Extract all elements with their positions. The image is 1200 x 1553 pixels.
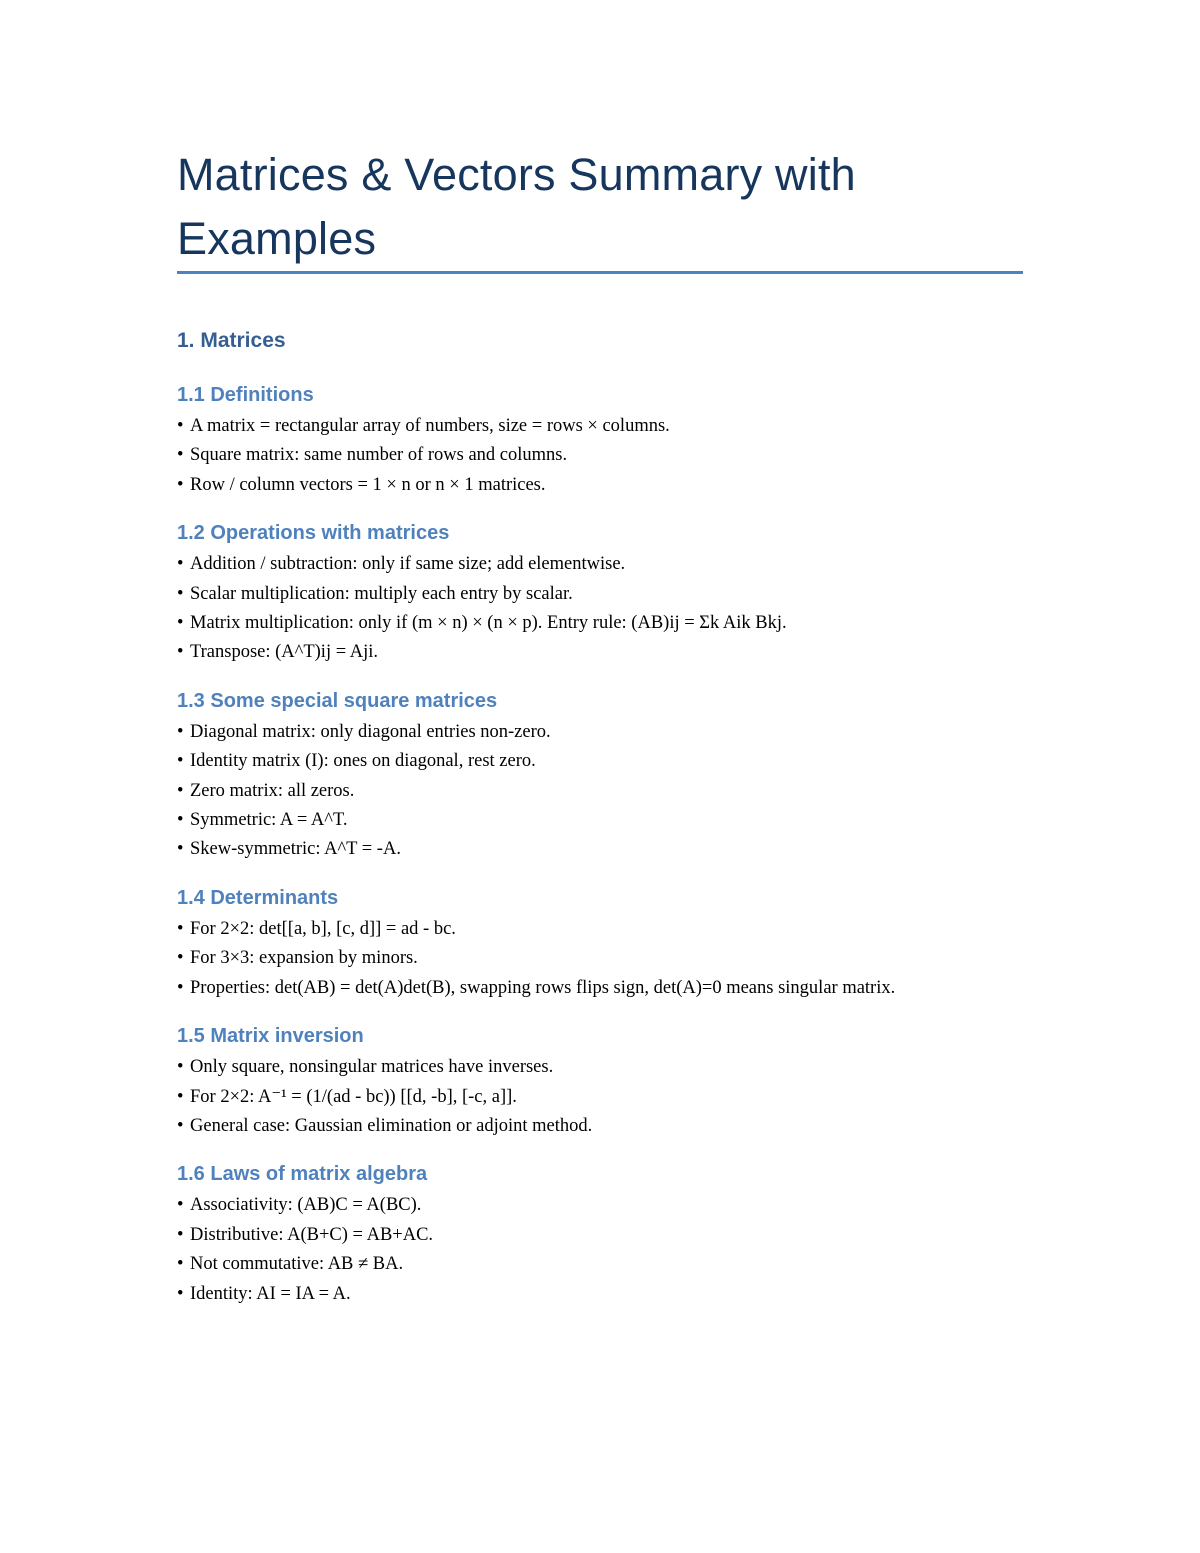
section-heading: 1.3 Some special square matrices (177, 689, 498, 712)
list-item (177, 1280, 1023, 1309)
bullet-icon: • (177, 583, 184, 604)
list-item-text: Only square, nonsingular matrices have inverses. (190, 1057, 554, 1078)
document-title: Matrices & Vectors Summary with Examples (177, 149, 856, 264)
list-item (177, 944, 1023, 973)
list-item-text: Not commutative: AB ≠ BA. (190, 1254, 404, 1275)
list-item-text: Matrix multiplication: only if (m × n) × (n × p). Entry rule: (AB)ij = Σk Aik Bkj. (190, 613, 787, 634)
bullet-icon: • (177, 1254, 184, 1275)
bullet-icon: • (177, 810, 184, 831)
section-special-matrices (177, 684, 1023, 865)
list-item-text: Transpose: (A^T)ij = Aji. (190, 642, 379, 663)
list-item (177, 835, 1023, 864)
list-item (177, 1053, 1023, 1082)
section-heading: 1.4 Determinants (177, 886, 339, 909)
bullet-list (177, 550, 1023, 668)
list-item (177, 1191, 1023, 1220)
list-item-text: Diagonal matrix: only diagonal entries non-zero. (190, 721, 551, 742)
list-item (177, 1112, 1023, 1141)
list-item (177, 915, 1023, 944)
list-item (177, 1083, 1023, 1112)
bullet-icon: • (177, 948, 184, 969)
list-item (177, 638, 1023, 667)
list-item-text: Properties: det(AB) = det(A)det(B), swapping rows flips sign, det(A)=0 means singular matrix. (190, 977, 896, 998)
bullet-icon: • (177, 977, 184, 998)
bullet-icon: • (177, 1115, 184, 1136)
section-determinants (177, 881, 1023, 1003)
list-item (177, 441, 1023, 470)
bullet-icon: • (177, 839, 184, 860)
bullet-icon: • (177, 751, 184, 772)
list-item-text: Symmetric: A = A^T. (190, 810, 348, 831)
bullet-icon: • (177, 642, 184, 663)
bullet-icon: • (177, 1283, 184, 1304)
bullet-icon: • (177, 474, 184, 495)
bullet-icon: • (177, 1057, 184, 1078)
list-item (177, 974, 1023, 1003)
list-item (177, 1250, 1023, 1279)
bullet-list (177, 412, 1023, 500)
section-heading: 1.2 Operations with matrices (177, 522, 450, 545)
section-operations (177, 516, 1023, 668)
title-underline-rule (177, 271, 1023, 274)
list-item-text: Scalar multiplication: multiply each entry by scalar. (190, 583, 573, 604)
list-item (177, 609, 1023, 638)
section-heading: 1.1 Definitions (177, 384, 314, 406)
list-item-text: General case: Gaussian elimination or adjoint method. (190, 1115, 593, 1136)
list-item-text: For 3×3: expansion by minors. (190, 948, 418, 969)
list-item-text: Row / column vectors = 1 × n or n × 1 matrices. (190, 474, 546, 495)
list-item (177, 471, 1023, 500)
list-item (177, 718, 1023, 747)
bullet-icon: • (177, 1195, 184, 1216)
chapter-heading: 1. Matrices (177, 329, 286, 352)
list-item-text: Skew-symmetric: A^T = -A. (190, 839, 401, 860)
bullet-icon: • (177, 554, 184, 575)
list-item-text: Identity matrix (I): ones on diagonal, rest zero. (190, 751, 536, 772)
list-item (177, 747, 1023, 776)
list-item-text: For 2×2: A⁻¹ = (1/(ad - bc)) [[d, -b], [-c, a]]. (190, 1086, 517, 1107)
list-item-text: Addition / subtraction: only if same size; add elementwise. (190, 554, 626, 575)
bullet-icon: • (177, 918, 184, 939)
list-item-text: For 2×2: det[[a, b], [c, d]] = ad - bc. (190, 918, 456, 939)
section-laws-of-algebra (177, 1157, 1023, 1309)
list-item (177, 806, 1023, 835)
bullet-icon: • (177, 416, 184, 436)
list-item-text: Associativity: (AB)C = A(BC). (190, 1195, 422, 1216)
list-item (177, 777, 1023, 806)
bullet-icon: • (177, 445, 184, 466)
bullet-icon: • (177, 1224, 184, 1245)
list-item-text: Zero matrix: all zeros. (190, 780, 355, 801)
list-item-text: Distributive: A(B+C) = AB+AC. (190, 1224, 434, 1245)
section-definitions (177, 378, 1023, 500)
section-matrix-inversion (177, 1019, 1023, 1141)
bullet-list (177, 718, 1023, 865)
bullet-icon: • (177, 613, 184, 634)
bullet-icon: • (177, 721, 184, 742)
bullet-icon: • (177, 780, 184, 801)
bullet-icon: • (177, 1086, 184, 1107)
list-item (177, 550, 1023, 579)
bullet-list (177, 1191, 1023, 1309)
bullet-list (177, 915, 1023, 1003)
bullet-list (177, 1053, 1023, 1141)
list-item-text: Square matrix: same number of rows and columns. (190, 445, 568, 466)
document-body (177, 322, 1023, 1309)
section-heading: 1.5 Matrix inversion (177, 1025, 364, 1048)
list-item (177, 412, 1023, 441)
list-item-text: A matrix = rectangular array of numbers, size = rows × columns. (190, 416, 670, 436)
list-item-text: Identity: AI = IA = A. (190, 1283, 351, 1304)
section-heading: 1.6 Laws of matrix algebra (177, 1163, 428, 1186)
list-item (177, 580, 1023, 609)
list-item (177, 1221, 1023, 1250)
